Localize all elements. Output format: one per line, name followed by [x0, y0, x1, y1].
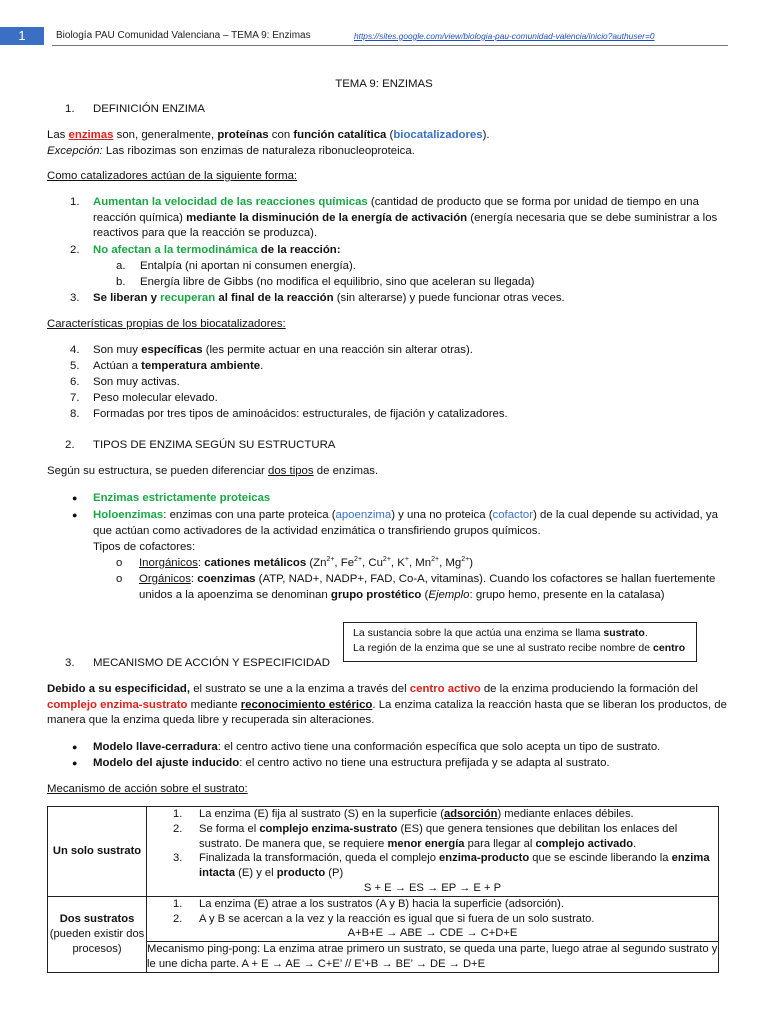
list-item — [147, 897, 718, 912]
bold-text: Modelo del ajuste inducido — [93, 757, 240, 769]
text: Entalpía (ni aportan ni consumen energía). — [140, 260, 356, 272]
table-cell — [147, 807, 719, 897]
text: : enzimas con una parte proteica ( — [163, 509, 336, 521]
list-item — [147, 807, 718, 822]
superscript: + — [404, 556, 409, 564]
section-title: TIPOS DE ENZIMA SEGÚN SU ESTRUCTURA — [93, 439, 336, 451]
text: : el centro activo no tiene una estructura prefijada y se adapta al sustrato. — [239, 757, 610, 769]
bold-text: Se liberan y — [93, 292, 161, 304]
term-centro-activo: centro activo — [409, 683, 481, 695]
superscript: 2+ — [354, 556, 363, 564]
text: La región de la enzima que se une al sustrato recibe nombre de — [353, 642, 654, 654]
bold-text: mediante la disminución de la energía de activación — [186, 211, 468, 224]
ping-pong-cell: Mecanismo ping-pong: La enzima atrae primero un sustrato, se queda una parte, luego atrae al segundo sustrato y le une dicha parte. A + E → AE → C+E’ // E’+B → BE’ → DE → D+E — [147, 942, 719, 973]
exception-label: Excepción: — [47, 145, 103, 157]
text: con — [268, 129, 294, 141]
text: Energía libre de Gibbs (no modifica el equilibrio, sino que aceleran su llegada) — [140, 276, 535, 288]
text: , Mn — [408, 557, 432, 569]
bullet: ● — [72, 510, 78, 520]
highlight: Aumentan la velocidad de las reacciones químicas — [93, 196, 368, 208]
note-line — [353, 626, 696, 641]
list-letter: a. — [116, 260, 126, 272]
section-number: 3. — [65, 657, 75, 669]
list-number: 5. — [70, 360, 80, 372]
text: ) y una no proteica ( — [391, 509, 493, 521]
table-cell — [147, 896, 719, 941]
text: mediante — [187, 698, 241, 711]
term-funcion-catalitica: función catalítica — [293, 129, 387, 141]
row-label-title: Dos sustratos — [59, 913, 135, 926]
text: : el centro activo tiene una conformación específica que solo acepta un tipo de sustrato. — [217, 741, 661, 753]
list-number: 3. — [70, 292, 80, 304]
text: de la enzima produciendo la formación del — [480, 683, 698, 695]
definition-paragraph — [47, 128, 728, 144]
bullet: ● — [72, 493, 78, 503]
text: La enzima (E) fija al sustrato (S) en la superficie ( — [199, 808, 444, 820]
text: , K — [390, 557, 405, 569]
term-reconocimiento: reconocimiento estérico — [240, 698, 373, 711]
text: (E) y el — [235, 867, 277, 880]
underlined-text: dos tipos — [268, 465, 314, 477]
cofactor-types-label: Tipos de cofactores: — [93, 541, 196, 553]
text: La sustancia sobre la que actúa una enzima se llama — [353, 627, 604, 639]
text: Las — [47, 129, 69, 141]
list-number: 2. — [70, 244, 80, 256]
bold-text: sustrato — [603, 627, 645, 639]
highlight: recuperan — [160, 292, 216, 304]
text: Finalizada la transformación, queda el complejo — [199, 852, 440, 865]
underlined-text: Orgánicos — [139, 573, 191, 585]
highlight: Enzimas estrictamente proteicas — [93, 492, 271, 504]
text: (les permite actuar en una reacción sin alterar otras). — [202, 344, 473, 356]
table-row — [48, 942, 719, 973]
text: . — [633, 837, 637, 850]
text: de enzimas. — [313, 465, 379, 477]
exception-paragraph — [47, 144, 728, 160]
bullet: ● — [72, 758, 78, 768]
header-link[interactable]: https://sites.google.com/view/biologia-pau-comunidad-valencia/inicio?authuser=0 — [354, 31, 655, 41]
page-number: 1 — [0, 27, 44, 45]
term-apoenzima: apoenzima — [335, 509, 392, 521]
equation: S + E → ES → EP → E + P — [363, 881, 502, 894]
table-row-label — [48, 896, 147, 972]
list-number: 2. — [173, 912, 183, 925]
list-number: 7. — [70, 392, 80, 404]
text: ). — [482, 129, 490, 141]
text: . — [644, 627, 648, 639]
note-box — [343, 622, 697, 662]
superscript: 2+ — [431, 556, 440, 564]
section-title: DEFINICIÓN ENZIMA — [93, 103, 206, 115]
text: La enzima (E) atrae a los sustratos (A y B) hacia la superficie (adsorción). — [199, 897, 564, 910]
row-label-note: (pueden existir dos procesos) — [49, 927, 145, 955]
bullet: ● — [72, 742, 78, 752]
types-intro — [47, 464, 728, 480]
superscript: 2+ — [326, 556, 335, 564]
highlight: No afectan a la termodinámica — [93, 244, 258, 256]
text: ) mediante enlaces débiles. — [497, 808, 634, 820]
bold-text: enzima-producto — [439, 852, 530, 865]
bold-text: producto — [276, 867, 326, 880]
bold-text: complejo activado — [535, 837, 634, 850]
term-enzimas: enzimas — [68, 129, 114, 141]
text: A y B se acercan a la vez y la reacción es igual que si fuera de un solo sustrato. — [199, 912, 595, 925]
list-number: 3. — [173, 852, 183, 865]
bold-text: temperatura ambiente — [141, 360, 261, 372]
list-number: 2. — [173, 822, 183, 835]
text: Se forma el — [199, 822, 260, 835]
bold-text: de la reacción: — [257, 244, 341, 256]
table-row — [48, 896, 719, 941]
table-row-label: Un solo sustrato — [48, 807, 147, 897]
equation: A+B+E → ABE → CDE → C+D+E — [347, 927, 518, 940]
bold-text: grupo prostético — [330, 588, 422, 601]
list-item — [147, 851, 718, 881]
text: Actúan a — [93, 360, 142, 372]
text: . La enzima cataliza la reacción hasta que se liberan los productos, de manera que la enzima queda libre y recuperada sin alteraciones. — [47, 698, 727, 727]
header-divider — [52, 45, 728, 46]
list-item — [147, 822, 718, 852]
document-title: TEMA 9: ENZIMAS — [335, 78, 433, 90]
text: , Cu — [362, 557, 383, 569]
text: . — [260, 360, 264, 372]
term-cofactor: cofactor — [492, 509, 534, 521]
bold-text: enzima intacta — [199, 852, 710, 880]
list-number: 1. — [173, 808, 183, 820]
list-item — [70, 195, 730, 243]
circle-bullet: o — [116, 573, 123, 585]
text: , Fe — [334, 557, 355, 569]
list-item — [147, 912, 718, 927]
header-title: Biología PAU Comunidad Valenciana – TEMA 9: Enzimas — [56, 30, 311, 41]
bold-text: al final de la reacción — [215, 292, 334, 304]
text: Son muy activas. — [93, 376, 180, 388]
text: Las ribozimas son enzimas de naturaleza ribonucleoproteica. — [102, 145, 415, 157]
text: ) de la cual depende su actividad, ya que actúan como activadores de la actividad enzimática o transfiriendo grupos químicos. — [93, 509, 718, 537]
list-number: 4. — [70, 344, 80, 356]
text: (cantidad de producto que se forma por unidad de tiempo en una reacción química) — [93, 196, 699, 224]
term-biocatalizadores: biocatalizadores — [393, 129, 483, 141]
list-number: 1. — [70, 196, 80, 208]
text: ( — [421, 588, 429, 601]
bold-text: complejo enzima-sustrato — [259, 822, 398, 835]
superscript: 2+ — [461, 556, 470, 564]
italic-text: Ejemplo — [428, 588, 470, 601]
text: : — [190, 573, 198, 585]
text: Formadas por tres tipos de aminoácidos: estructurales, de fijación y catalizadores. — [93, 408, 508, 420]
subheading-catalizadores: Como catalizadores actúan de la siguiente forma: — [47, 170, 298, 182]
text: : grupo hemo, presente en la catalasa) — [469, 588, 665, 601]
list-number: 8. — [70, 408, 80, 420]
text: : — [197, 557, 205, 569]
text: que se escinde liberando la — [529, 852, 672, 865]
bold-text: centro — [653, 642, 686, 654]
term-complejo: complejo enzima-sustrato — [47, 698, 188, 711]
mechanism-table — [47, 806, 719, 973]
text: ( — [386, 129, 394, 141]
note-line — [353, 641, 696, 656]
text: Según su estructura, se pueden diferenciar — [47, 465, 268, 477]
highlight: Holoenzimas — [93, 509, 164, 521]
text: el sustrato se une a la enzima a través del — [190, 683, 410, 695]
text: para llegar al — [464, 837, 536, 850]
subheading-mecanismo: Mecanismo de acción sobre el sustrato: — [47, 783, 248, 795]
bold-text: Modelo llave-cerradura — [93, 741, 218, 753]
text: (ATP, NAD+, NADP+, FAD, Co-A, vitaminas). Cuando los cofactores se hallan fuertemente unidos a la apoenzima se denominan — [139, 573, 716, 601]
text: (P) — [325, 867, 344, 880]
term-adsorcion: adsorción — [443, 808, 498, 820]
bold-text: menor energía — [387, 837, 465, 850]
mechanism-paragraph — [47, 682, 728, 729]
text: Peso molecular elevado. — [93, 392, 218, 404]
subheading-caracteristicas: Características propias de los biocatalizadores: — [47, 318, 286, 330]
section-number: 1. — [65, 103, 75, 115]
text: (Zn — [306, 557, 327, 569]
text: Son muy — [93, 344, 142, 356]
term-proteinas: proteínas — [217, 129, 269, 141]
table-row — [48, 807, 719, 897]
text: , Mg — [439, 557, 462, 569]
text: (sin alterarse) y puede funcionar otras veces. — [333, 292, 565, 304]
section-title: MECANISMO DE ACCIÓN Y ESPECIFICIDAD — [93, 657, 330, 669]
circle-bullet: o — [116, 557, 123, 569]
bold-text: específicas — [141, 344, 203, 356]
list-letter: b. — [116, 276, 126, 288]
list-number: 1. — [173, 897, 183, 910]
text: (ES) que genera tensiones que debilitan los enlaces del sustrato. De manera que, se requiere — [199, 822, 678, 850]
text: ) — [469, 557, 474, 569]
text: (energía necesaria que se debe suministrar a los reactivos para que la reacción se produzca). — [93, 211, 718, 240]
text: son, generalmente, — [113, 129, 218, 141]
bold-text: coenzimas — [197, 573, 256, 585]
superscript: 2+ — [382, 556, 391, 564]
bold-text: Debido a su especificidad, — [47, 683, 191, 695]
list-number: 6. — [70, 376, 80, 388]
underlined-text: Inorgánicos — [139, 557, 198, 569]
bold-text: cationes metálicos — [204, 557, 307, 569]
section-number: 2. — [65, 439, 75, 451]
